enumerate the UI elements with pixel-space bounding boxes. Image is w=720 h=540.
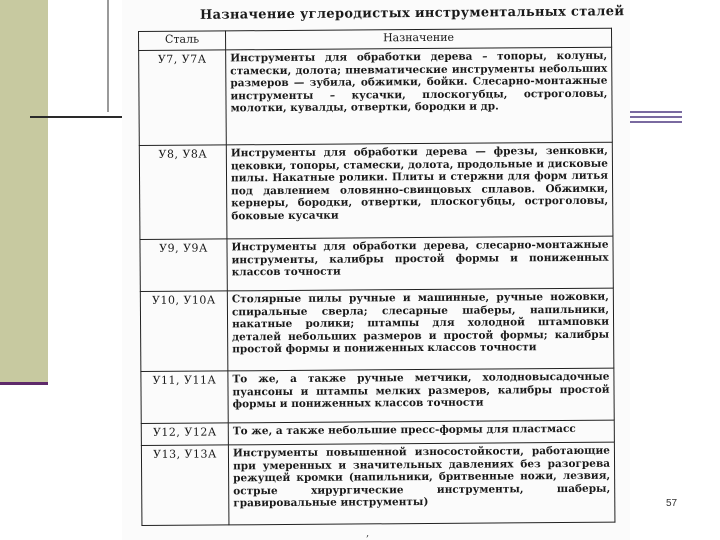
table-row: [139, 142, 613, 239]
steel-grade: У13, У13А: [141, 445, 229, 526]
steel-usage: То же, а также ручные метчики, холодновысадочные пуансоны и штампы мелких размеров, калибры простой формы и пониженных классов точности: [228, 368, 614, 423]
divider-horizontal-left: [30, 116, 125, 118]
table-row: [141, 442, 615, 525]
steel-usage: То же, а также небольшие пресс-формы для пластмасс: [228, 420, 614, 445]
page-number: 57: [666, 498, 678, 509]
steel-grade: У11, У11А: [141, 371, 228, 424]
document-title: Назначение углеродистых инструментальных сталей: [199, 4, 625, 23]
steel-usage: Инструменты для обработки дерева — фрезы, зенковки, цековки, топоры, стамески, долота, продольные и дисковые пилы. Накатные ролики. Плиты и стержни для форм литья под давлением оловянно-свинцовых сплавов. Обжимки, кернеры, бородки, отвертки, плоскогубцы, остроголовы, боковые кусачки: [226, 142, 613, 239]
stray-mark: ,: [366, 528, 370, 539]
steel-grade: У9, У9А: [140, 239, 227, 292]
steel-table: [138, 28, 615, 526]
steel-usage: Инструменты для обработки дерева – топоры, колуны, стамески, долота; пневматические инструменты небольших размеров — зубила, обжимки, бойки. Слесарно-монтажные инструменты – кусачки, плоскогубцы, остроголовы, молотки, кувалды, отвертки, бородки и др.: [226, 47, 613, 145]
header-usage: Назначение: [226, 28, 612, 50]
table-row: [140, 288, 614, 371]
side-accent-panel: [0, 0, 48, 383]
steel-usage: Столярные пилы ручные и машинные, ручные ножовки, спиральные сверла; слесарные шаберы, напильники, накатные ролики; штампы для холодной штамповки деталей небольших размеров и простой формы; калибры простой формы и пониженных классов точности: [227, 288, 614, 371]
steel-usage: Инструменты повышенной износостойкости, работающие при умеренных и значительных давлениях без разогрева режущей кромки (напильники, бритвенные ножи, лезвия, острые хирургические инструменты, шаберы, гравировальные инструменты): [228, 442, 615, 525]
steel-grade: У10, У10А: [140, 291, 228, 372]
table-row: [139, 47, 613, 145]
steel-grade: У7, У7А: [139, 50, 227, 146]
table-row: [140, 236, 613, 291]
steel-grade: У8, У8А: [139, 145, 227, 240]
side-accent-line: [0, 382, 48, 385]
steel-usage: Инструменты для обработки дерева, слесарно-монтажные инструменты, калибры простой формы и пониженных классов точности: [227, 236, 613, 291]
divider-vertical: [107, 0, 109, 112]
header-steel: Сталь: [139, 31, 226, 51]
steel-grade: У12, У12А: [141, 423, 228, 446]
table-row: [141, 368, 614, 423]
